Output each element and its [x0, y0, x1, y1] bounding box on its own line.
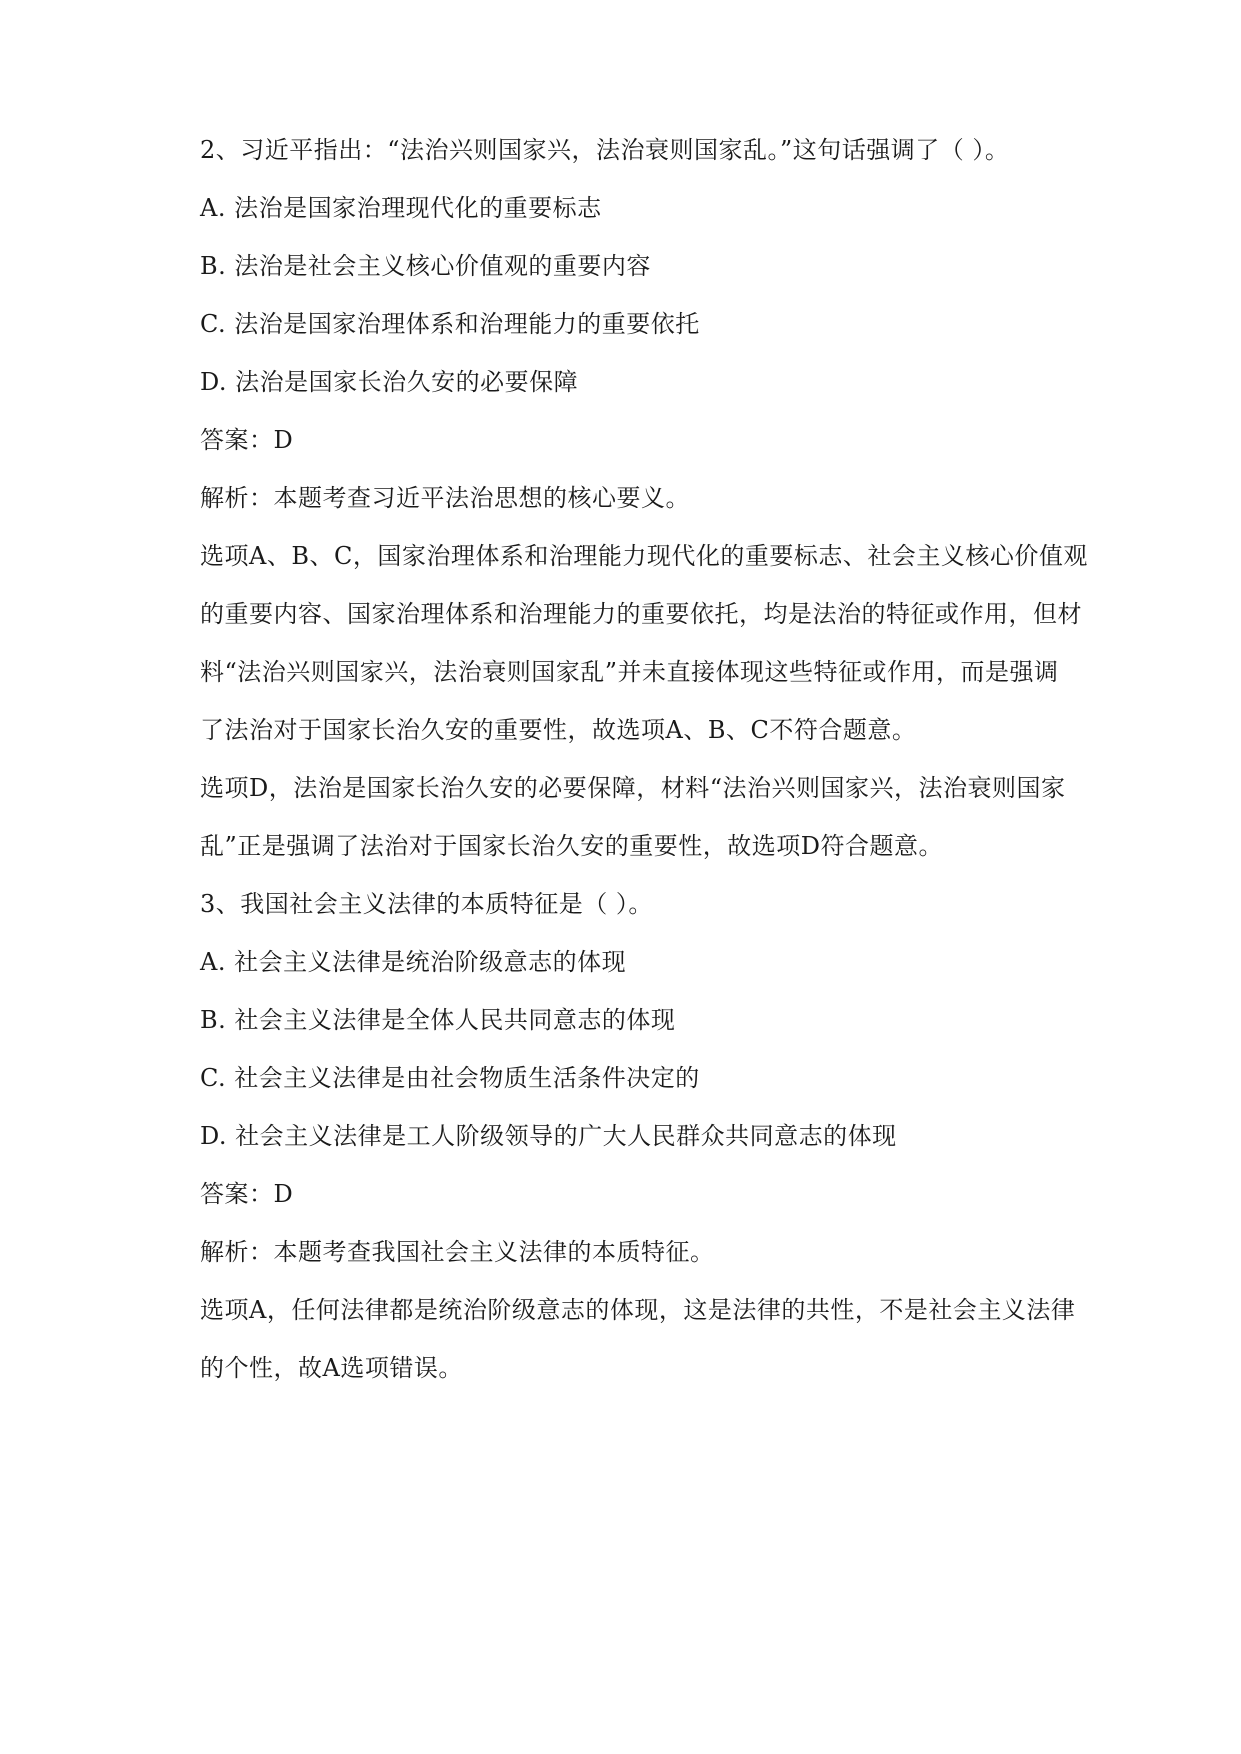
question-3-answer: 答案：D — [200, 1180, 294, 1208]
question-2-answer: 答案：D — [200, 426, 294, 454]
question-3-stem: 3、我国社会主义法律的本质特征是（ ）。 — [200, 890, 653, 918]
question-2-option-a: A. 法治是国家治理现代化的重要标志 — [200, 194, 602, 222]
question-2-analysis-abc-line: 料“法治兴则国家兴，法治衰则国家乱”并未直接体现这些特征或作用，而是强调 — [200, 658, 1059, 686]
question-2-analysis-abc-line: 选项A、B、C，国家治理体系和治理能力现代化的重要标志、社会主义核心价值观 — [200, 542, 1088, 570]
question-3-option-a: A. 社会主义法律是统治阶级意志的体现 — [200, 948, 627, 976]
question-3-option-c: C. 社会主义法律是由社会物质生活条件决定的 — [200, 1064, 700, 1092]
question-3-analysis-a-line: 的个性，故A选项错误。 — [200, 1354, 463, 1382]
question-2-analysis-d-line: 选项D，法治是国家长治久安的必要保障，材料“法治兴则国家兴，法治衰则国家 — [200, 774, 1066, 802]
question-2-analysis-abc-line: 了法治对于国家长治久安的重要性，故选项A、B、C不符合题意。 — [200, 716, 917, 744]
question-3-option-d: D. 社会主义法律是工人阶级领导的广大人民群众共同意志的体现 — [200, 1122, 897, 1150]
question-3-analysis-intro: 解析：本题考查我国社会主义法律的本质特征。 — [200, 1238, 715, 1266]
question-2-analysis-abc-line: 的重要内容、国家治理体系和治理能力的重要依托，均是法治的特征或作用，但材 — [200, 600, 1082, 628]
question-2-stem: 2、习近平指出：“法治兴则国家兴，法治衰则国家乱。”这句话强调了（ ）。 — [200, 136, 1010, 164]
question-2-analysis-d-line: 乱”正是强调了法治对于国家长治久安的重要性，故选项D符合题意。 — [200, 832, 944, 860]
question-2-option-c: C. 法治是国家治理体系和治理能力的重要依托 — [200, 310, 700, 338]
question-3-option-b: B. 社会主义法律是全体人民共同意志的体现 — [200, 1006, 676, 1034]
question-2-option-d: D. 法治是国家长治久安的必要保障 — [200, 368, 579, 396]
question-3-analysis-a-line: 选项A，任何法律都是统治阶级意志的体现，这是法律的共性，不是社会主义法律 — [200, 1296, 1076, 1324]
question-2-option-b: B. 法治是社会主义核心价值观的重要内容 — [200, 252, 651, 280]
question-2-analysis-intro: 解析：本题考查习近平法治思想的核心要义。 — [200, 484, 690, 512]
